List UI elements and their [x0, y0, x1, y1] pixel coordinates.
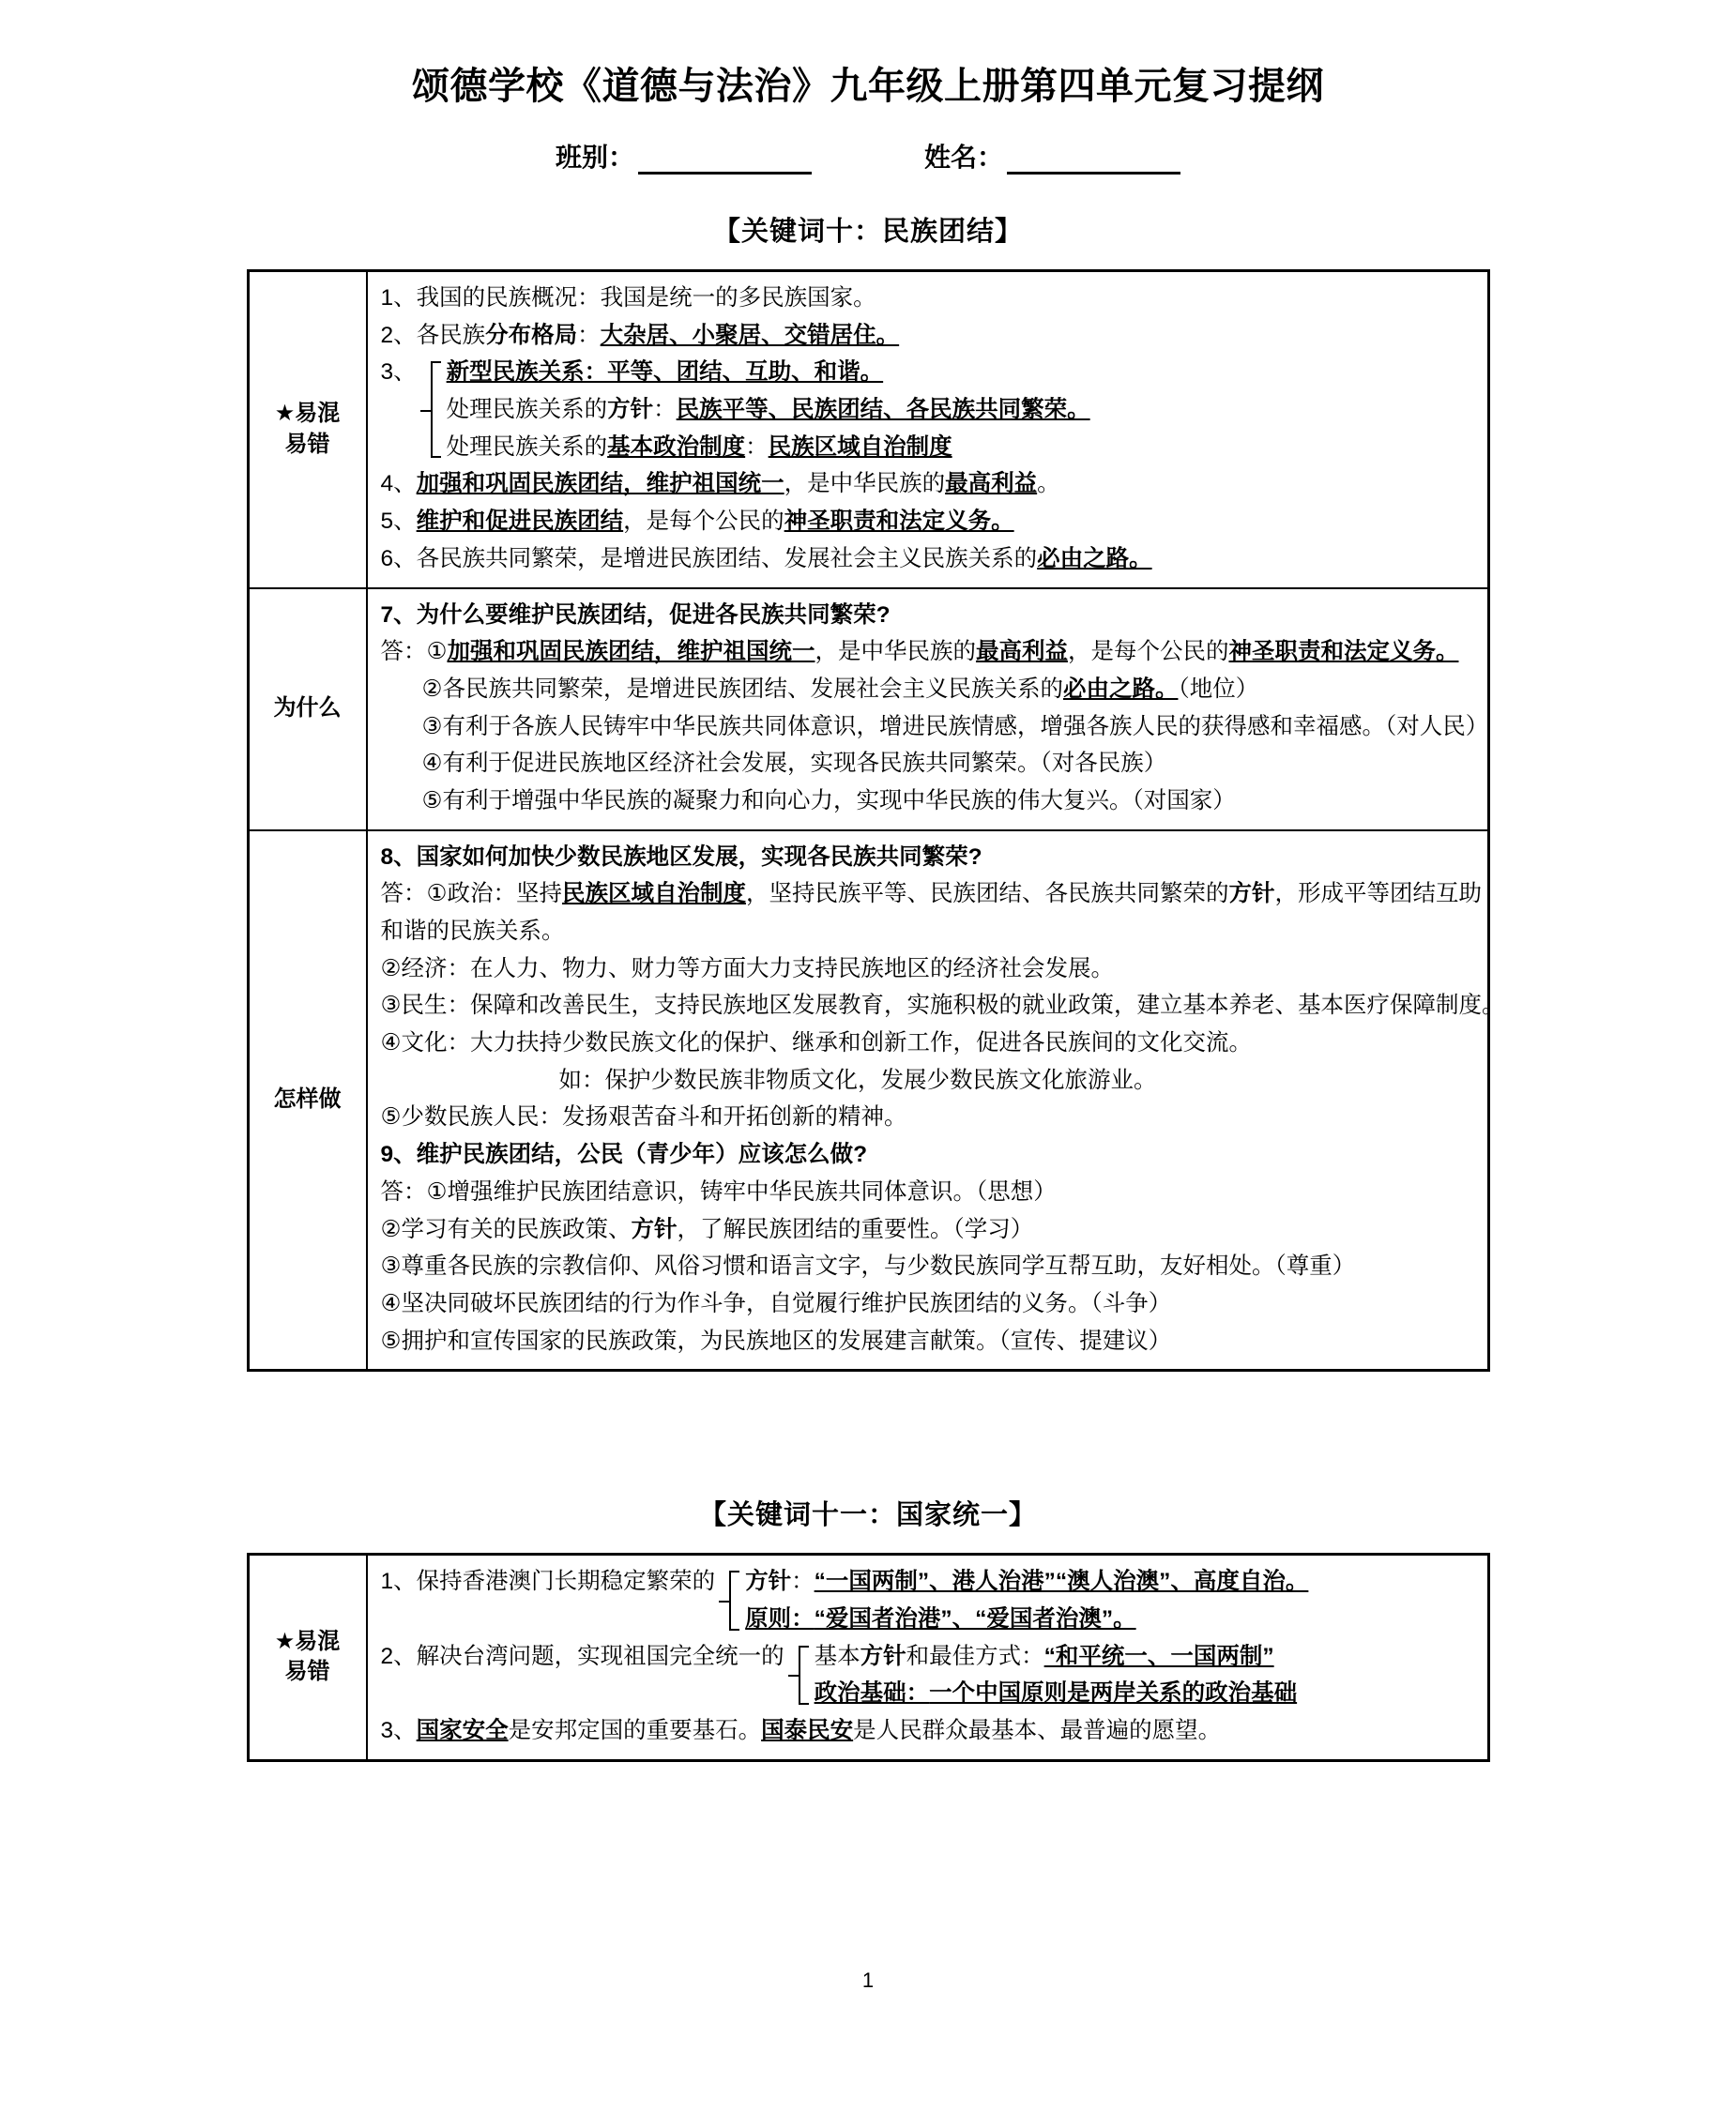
curly-brace-icon — [788, 1638, 809, 1712]
content-line: 政治基础：一个中国原则是两岸关系的政治基础 — [814, 1680, 1298, 1707]
class-field-blank[interactable] — [638, 147, 812, 175]
student-info-row — [0, 137, 1736, 175]
curly-brace-icon — [719, 1563, 739, 1637]
content-line: 新型民族关系：平等、团结、互助、和谐。 — [446, 359, 884, 386]
content-line: ③有利于各族人民铸牢中华民族共同体意识，增进民族情感，增强各族人民的获得感和幸福感。（对人民） — [421, 713, 1489, 739]
content-line: ④文化：大力扶持少数民族文化的保护、继承和创新工作，促进各民族间的文化交流。 — [380, 1030, 1252, 1056]
name-field — [924, 137, 1180, 175]
content-line: 和谐的民族关系。 — [380, 919, 565, 944]
content-line: 方针：“一国两制”、港人治港”“澳人治澳”、高度自治。 — [745, 1569, 1309, 1595]
brace-children — [815, 1638, 1480, 1712]
content-line: ⑤少数民族人民：发扬艰苦奋斗和开拓创新的精神。 — [380, 1104, 907, 1131]
name-field-label: 姓名： — [924, 143, 1004, 172]
brace-lead: 1、保持香港澳门长期稳定繁荣的 — [380, 1569, 716, 1595]
brace-children — [447, 354, 1480, 465]
content-line: 答：①加强和巩固民族团结，维护祖国统一，是中华民族的最高利益，是每个公民的神圣职责和法定义务。 — [380, 639, 1459, 665]
content-line: 3、国家安全是安邦定国的重要基石。国泰民安是人民群众最基本、最普遍的愿望。 — [380, 1718, 1222, 1743]
row-body-weishenme — [367, 588, 1489, 830]
brace-group-3 — [381, 354, 1480, 465]
content-line: ③民生：保障和改善民生，支持民族地区发展教育，实施积极的就业政策，建立基本养老、基本医疗保障制度。 — [380, 993, 1505, 1019]
table-row — [248, 1555, 1488, 1760]
page-number: 1 — [861, 1968, 875, 1992]
content-line: 4、加强和巩固民族团结，维护祖国统一，是中华民族的最高利益。 — [380, 471, 1060, 497]
name-field-blank[interactable] — [1007, 147, 1180, 175]
curly-brace-icon — [420, 354, 441, 465]
content-line: ③尊重各民族的宗教信仰、风俗习惯和语言文字，与少数民族同学互帮互助，友好相处。（尊重） — [380, 1253, 1356, 1280]
content-line: 9、维护民族团结，公民（青少年）应该怎么做? — [380, 1142, 868, 1168]
brace-group-2 — [381, 1638, 1480, 1712]
section-heading-2: 【关键词十一：国家统一】 — [698, 1500, 1037, 1531]
brace-group-1 — [381, 1563, 1480, 1637]
content-line: ⑤有利于增强中华民族的凝聚力和向心力，实现中华民族的伟大复兴。（对国家） — [421, 787, 1236, 813]
page-title: 颂德学校《道德与法治》九年级上册第四单元复习提纲 — [412, 66, 1324, 107]
row-body-yihunyicuo — [367, 271, 1489, 588]
row-label-yihunyicuo-2 — [248, 1555, 367, 1760]
section-heading-1: 【关键词十：民族团结】 — [712, 217, 1023, 247]
row-body-yihunyicuo-2 — [367, 1555, 1489, 1760]
content-line: 7、为什么要维护民族团结，促进各民族共同繁荣? — [380, 601, 891, 628]
content-line: ②经济：在人力、物力、财力等方面大力支持民族地区的经济社会发展。 — [380, 955, 1114, 981]
content-line: 答：①政治：坚持民族区域自治制度，坚持民族平等、民族团结、各民族共同繁荣的方针，形成平等团结互助 — [380, 881, 1482, 907]
row-body-zenyangzuo — [367, 830, 1505, 1371]
content-line: 答：①增强维护民族团结意识，铸牢中华民族共同体意识。（思想） — [380, 1178, 1057, 1205]
row-label-line1: ★易混 — [274, 1629, 341, 1655]
content-line: 5、维护和促进民族团结，是每个公民的神圣职责和法定义务。 — [380, 509, 1014, 535]
content-line: 原则：“爱国者治港”、“爱国者治澳”。 — [745, 1605, 1136, 1632]
content-line: ④有利于促进民族地区经济社会发展，实现各民族共同繁荣。（对各民族） — [421, 751, 1167, 777]
content-line: 处理民族关系的方针：民族平等、民族团结、各民族共同繁荣。 — [446, 397, 1090, 423]
class-field — [556, 137, 812, 175]
content-line: ④坚决同破坏民族团结的行为作斗争，自觉履行维护民族团结的义务。（斗争） — [380, 1290, 1172, 1316]
row-label-weishenme — [248, 588, 367, 830]
brace-children — [745, 1563, 1479, 1637]
content-line: 8、国家如何加快少数民族地区发展，实现各民族共同繁荣? — [380, 843, 982, 870]
row-label-yihunyicuo — [248, 271, 367, 588]
row-label-line2: 易错 — [284, 1659, 330, 1685]
brace-lead: 3、 — [380, 359, 417, 386]
row-label-line1: ★易混 — [274, 401, 341, 427]
content-line: 6、各民族共同繁荣，是增进民族团结、发展社会主义民族关系的必由之路。 — [380, 545, 1152, 571]
content-line: 如：保护少数民族非物质文化，发展少数民族文化旅游业。 — [558, 1067, 1157, 1093]
class-field-label: 班别： — [555, 143, 634, 172]
content-line: ②学习有关的民族政策、方针，了解民族团结的重要性。（学习） — [380, 1216, 1034, 1242]
table-row — [248, 830, 1488, 1371]
row-label-zenyangzuo — [248, 830, 367, 1371]
content-line: 2、各民族分布格局：大杂居、小聚居、交错居住。 — [380, 322, 900, 348]
keyword-table-1 — [247, 269, 1505, 1372]
brace-lead: 2、解决台湾问题，实现祖国完全统一的 — [380, 1643, 784, 1669]
section-spacer — [0, 1372, 1736, 1458]
row-label-line1: 为什么 — [273, 695, 342, 722]
content-line: 1、我国的民族概况：我国是统一的多民族国家。 — [380, 285, 876, 311]
content-line: 处理民族关系的基本政治制度：民族区域自治制度 — [446, 433, 952, 460]
content-line: 基本方针和最佳方式：“和平统一、一国两制” — [814, 1643, 1274, 1669]
table-row — [248, 271, 1488, 588]
content-line: ②各民族共同繁荣，是增进民族团结、发展社会主义民族关系的必由之路。（地位） — [421, 676, 1259, 702]
row-label-line1: 怎样做 — [273, 1086, 342, 1113]
keyword-table-2 — [247, 1553, 1490, 1761]
row-label-line2: 易错 — [284, 431, 330, 457]
table-row — [248, 588, 1488, 830]
content-line: ⑤拥护和宣传国家的民族政策，为民族地区的发展建言献策。（宣传、提建议） — [380, 1328, 1172, 1354]
